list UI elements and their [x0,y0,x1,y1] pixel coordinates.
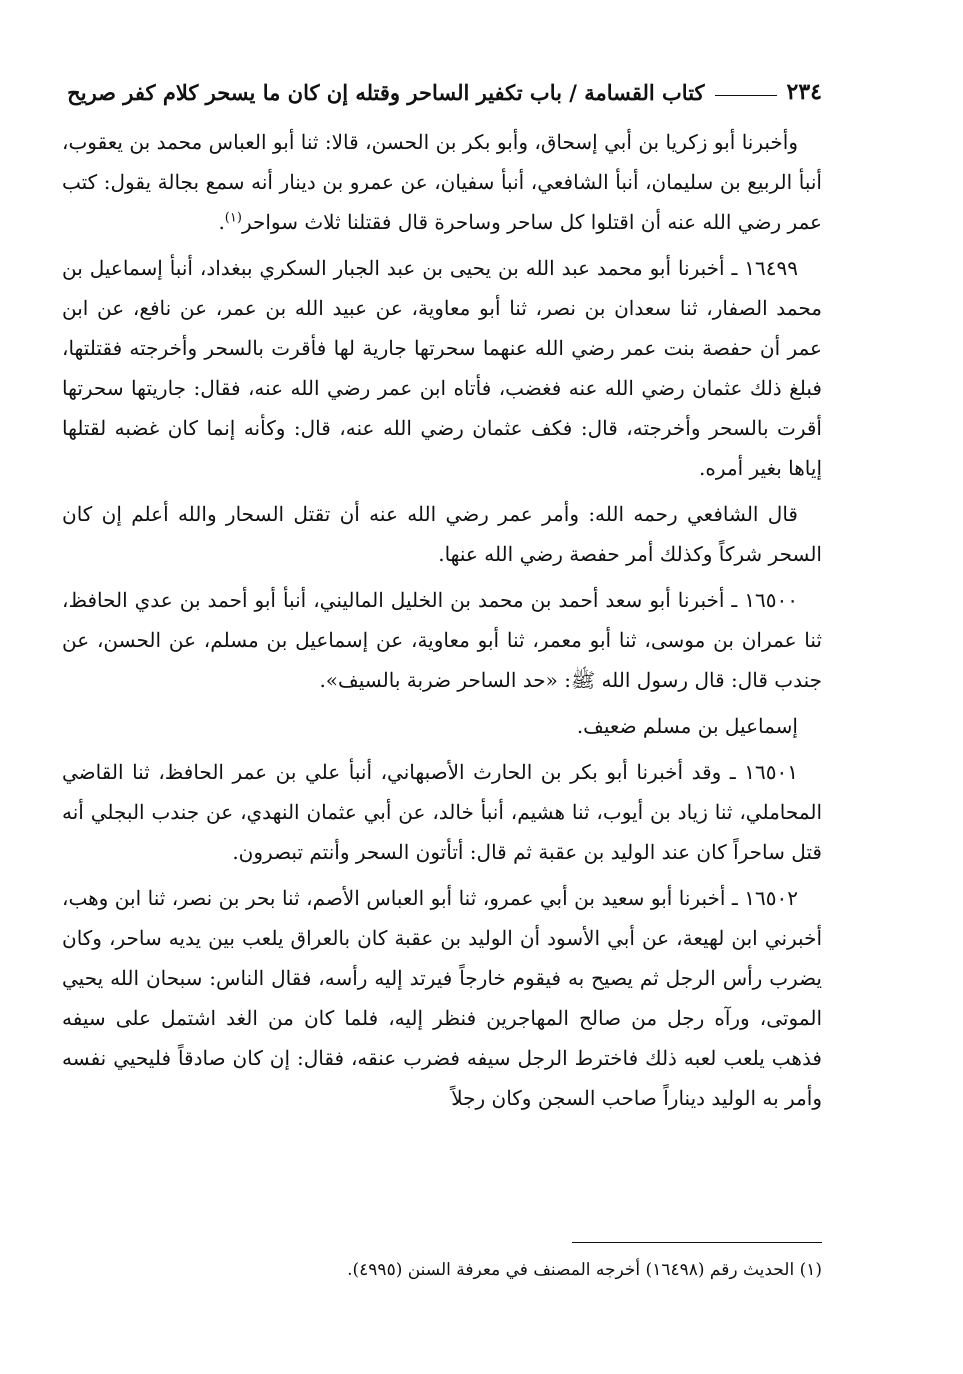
shafii-comment: قال الشافعي رحمه الله: وأمر عمر رضي الله عنه أن تقتل السحار والله أعلم إن كان السحر شركاً وكذلك أمر حفصة رضي الله عنها. [62,502,822,566]
hadith-16502: ١٦٥٠٢ ـ أخبرنا أبو سعيد بن أبي عمرو، ثنا أبو العباس الأصم، ثنا بحر بن نصر، ثنا ابن وهب، أخبرني ابن لهيعة، عن أبي الأسود أن الوليد بن عقبة كان بالعراق يلعب بين يديه ساحر، وكان يضرب رأس الرجل ثم يصيح به فيقوم خارجاً فيرتد إليه رأسه، فقال الناس: سبحان الله يحيي الموتى، ورآه رجل من صالح المهاجرين فنظر إليه، فلما كان من الغد اشتمل على سيفه فذهب يلعب لعبه ذلك فاخترط الرجل سيفه فضرب عنقه، فقال: إن كان صادقاً فليحيي نفسه وأمر به الوليد ديناراً صاحب السجن وكان رجلاً [62,886,822,1110]
page-number: ٢٣٤ [786,79,822,105]
paragraph-1-tail: . [218,210,225,234]
hadith-16499: ١٦٤٩٩ ـ أخبرنا أبو محمد عبد الله بن يحيى بن عبد الجبار السكري ببغداد، أنبأ إسماعيل بن محمد الصفار، ثنا سعدان بن نصر، ثنا أبو معاوية، عن عبيد الله بن عمر، عن نافع، عن ابن عمر أن حفصة بنت عمر رضي الله عنهما سحرتها جارية لها فأقرت بالسحر وأخرجته فقتلتها، فبلغ ذلك عثمان رضي الله عنه فغضب، فأتاه ابن عمر رضي الله عنه، فقال: جاريتها سحرتها أقرت بالسحر وأخرجته، قال: فكف عثمان رضي الله عنه، قال: وكأنه إنما كان غضبه لقتلها إياها بغير أمره. [62,256,822,480]
narrator-note: إسماعيل بن مسلم ضعيف. [576,714,798,738]
footnote-rule [572,1242,822,1243]
paragraph-1 [62,122,822,242]
body-text [62,122,822,1118]
hadith-16500: ١٦٥٠٠ ـ أخبرنا أبو سعد أحمد بن محمد بن الخليل الماليني، أنبأ أبو أحمد بن عدي الحافظ، ثنا عمران بن موسى، ثنا أبو معمر، ثنا أبو معاوية، عن إسماعيل بن مسلم، عن الحسن، عن جندب قال: قال رسول الله ﷺ: «حد الساحر ضربة بالسيف». [62,588,822,692]
header-rule [715,95,777,96]
footnote-ref: (١) [224,210,242,226]
footnote: (١) الحديث رقم (١٦٤٩٨) أخرجه المصنف في معرفة السنن (٤٩٩٥). [347,1260,822,1280]
hadith-16501: ١٦٥٠١ ـ وقد أخبرنا أبو بكر بن الحارث الأصبهاني، أنبأ علي بن عمر الحافظ، ثنا القاضي المحاملي، ثنا زياد بن أيوب، ثنا هشيم، أنبأ خالد، عن أبي عثمان النهدي، عن جندب البجلي أنه قتل ساحراً كان عند الوليد بن عقبة ثم قال: أتأتون السحر وأنتم تبصرون. [62,760,822,864]
page-header [62,72,822,112]
paragraph-1-text: وأخبرنا أبو زكريا بن أبي إسحاق، وأبو بكر بن الحسن، قالا: ثنا أبو العباس محمد بن يعقوب، أنبأ الربيع بن سليمان، أنبأ الشافعي، أنبأ سفيان، عن عمرو بن دينار أنه سمع بجالة يقول: كتب عمر رضي الله عنه أن اقتلوا كل ساحر وساحرة قال فقتلنا ثلاث سواحر [62,130,822,234]
running-title: كتاب القسامة / باب تكفير الساحر وقتله إن كان ما يسحر كلام كفر صريح [67,79,705,105]
book-page [62,72,822,1280]
